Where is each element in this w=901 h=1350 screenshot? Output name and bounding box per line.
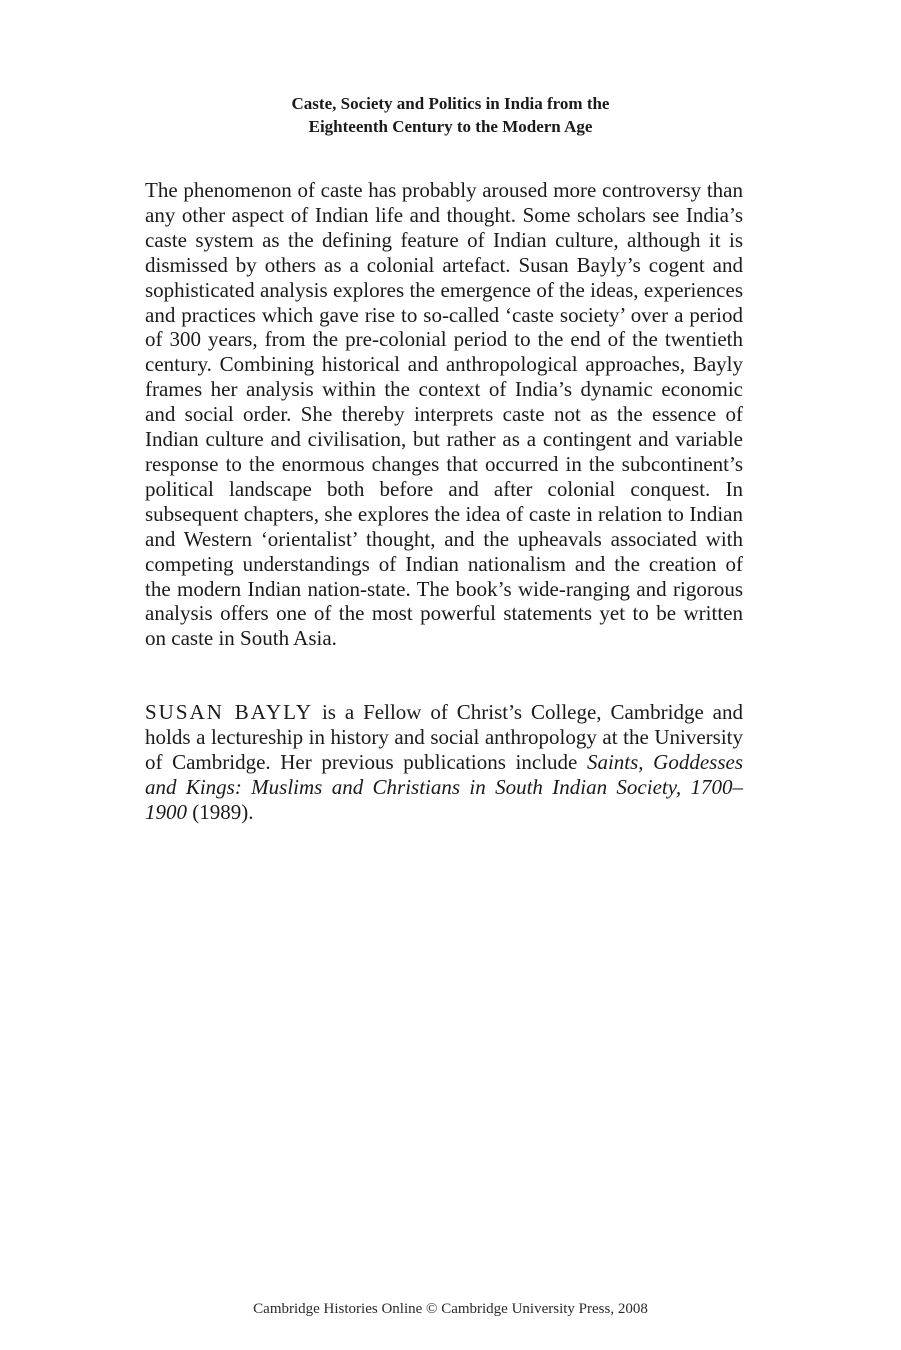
previous-publication-year: (1989). — [187, 799, 254, 824]
previous-publication-title: Saints, Goddesses and Kings: Muslims and Christians in South Indian Society, 1700–1900 — [145, 749, 743, 824]
book-title-line-1: Caste, Society and Politics in India from the — [291, 94, 610, 113]
book-description: The phenomenon of caste has probably aroused more controversy than any other aspect of Indian life and thought. Some scholars see India’s caste system as the defining feature of Indian culture, although it is dismissed by others as a colonial artefact. Susan Bayly’s cogent and sophisticated analysis explores the emergence of the ideas, experiences and practices which gave rise to so-called ‘caste society’ over a period of 300 years, from the pre-colonial period to the end of the twentieth century. Combining historical and anthropological approaches, Bayly frames her analysis within the context of India’s dynamic economic and social order. She thereby interprets caste not as the essence of Indian culture and civilisation, but rather as a contingent and variable response to the enormous changes that occurred in the subcontinent’s political landscape both before and after colonial conquest. In subsequent chapters, she explores the idea of caste in relation to Indian and Western ‘orientalist’ thought, and the upheavals associated with competing understandings of Indian nationalism and the creation of the modern Indian nation-state. The book’s wide-ranging and rigorous analysis offers one of the most powerful statements yet to be written on caste in South Asia. — [145, 178, 743, 651]
author-name: SUSAN BAYLY — [145, 700, 314, 724]
author-bio-text: is a Fellow of Christ’s College, Cambridge and holds a lectureship in history and social anthropology at the University of Cambridge. Her previous publications include — [145, 700, 744, 774]
author-biography — [145, 700, 743, 825]
copyright-footer: Cambridge Histories Online © Cambridge University Press, 2008 — [253, 1301, 648, 1317]
book-title-line-2: Eighteenth Century to the Modern Age — [308, 117, 593, 136]
book-title — [0, 92, 901, 138]
